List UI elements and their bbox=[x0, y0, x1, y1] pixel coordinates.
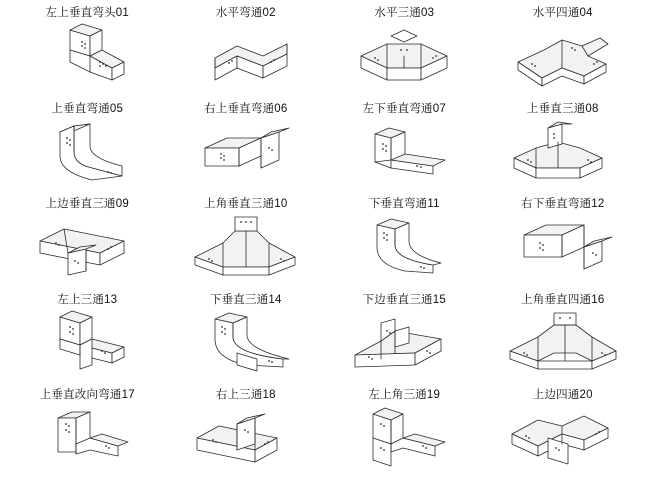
catalog-item bbox=[167, 197, 326, 293]
item-label: 左下垂直弯通07 bbox=[362, 102, 446, 115]
catalog-item bbox=[325, 6, 484, 102]
item-label: 下垂直三通14 bbox=[209, 293, 282, 306]
fitting-drawing-07 bbox=[329, 118, 479, 188]
item-label: 左上角三通19 bbox=[368, 389, 441, 402]
fitting-drawing-03 bbox=[329, 22, 479, 92]
item-label: 上垂直弯通05 bbox=[51, 102, 124, 115]
item-label: 水平四通04 bbox=[532, 7, 593, 19]
fitting-drawing-18 bbox=[171, 404, 321, 474]
item-label: 右上三通18 bbox=[215, 389, 276, 402]
item-label: 上垂直三通08 bbox=[526, 102, 599, 115]
fitting-drawing-10 bbox=[171, 213, 321, 283]
catalog-item bbox=[167, 388, 326, 484]
catalog-item bbox=[484, 6, 643, 102]
fitting-drawing-14 bbox=[171, 309, 321, 379]
fitting-drawing-16 bbox=[488, 309, 638, 379]
catalog-item bbox=[8, 293, 167, 389]
fitting-drawing-12 bbox=[488, 213, 638, 283]
item-label: 下垂直弯通11 bbox=[368, 198, 440, 211]
fitting-drawing-15 bbox=[329, 309, 479, 379]
catalog-item bbox=[8, 102, 167, 198]
fitting-drawing-09 bbox=[12, 213, 162, 283]
catalog-item bbox=[484, 102, 643, 198]
fitting-drawing-01 bbox=[12, 22, 162, 92]
fitting-drawing-13 bbox=[12, 309, 162, 379]
item-label: 水平弯通02 bbox=[215, 7, 276, 19]
catalog-item bbox=[167, 293, 326, 389]
item-label: 上角垂直三通10 bbox=[204, 198, 288, 211]
catalog-item bbox=[484, 388, 643, 484]
item-label: 上垂直改向弯通17 bbox=[39, 389, 135, 402]
fitting-drawing-11 bbox=[329, 213, 479, 283]
fitting-drawing-08 bbox=[488, 118, 638, 188]
fitting-drawing-17 bbox=[12, 404, 162, 474]
catalog-item bbox=[8, 388, 167, 484]
item-label: 左上三通13 bbox=[57, 293, 118, 306]
catalog-item bbox=[325, 388, 484, 484]
item-label: 水平三通03 bbox=[374, 7, 435, 19]
catalog-item bbox=[167, 6, 326, 102]
item-label: 上边四通20 bbox=[532, 389, 593, 402]
catalog-item bbox=[325, 197, 484, 293]
fitting-drawing-06 bbox=[171, 118, 321, 188]
fitting-drawing-04 bbox=[488, 22, 638, 92]
item-label: 左上垂直弯头01 bbox=[45, 7, 129, 19]
catalog-item bbox=[167, 102, 326, 198]
fitting-drawing-05 bbox=[12, 118, 162, 188]
catalog-item bbox=[8, 6, 167, 102]
catalog-item bbox=[325, 293, 484, 389]
catalog-item bbox=[484, 293, 643, 389]
item-label: 上边垂直三通09 bbox=[45, 198, 129, 211]
fitting-drawing-02 bbox=[171, 22, 321, 92]
item-label: 右上垂直弯通06 bbox=[204, 102, 288, 115]
item-label: 右下垂直弯通12 bbox=[521, 198, 605, 211]
item-label: 上角垂直四通16 bbox=[521, 293, 605, 306]
catalog-item bbox=[484, 197, 643, 293]
catalog-item bbox=[325, 102, 484, 198]
fitting-drawing-19 bbox=[329, 404, 479, 474]
item-label: 下边垂直三通15 bbox=[362, 293, 446, 306]
fitting-drawing-20 bbox=[488, 404, 638, 474]
catalog-item bbox=[8, 197, 167, 293]
